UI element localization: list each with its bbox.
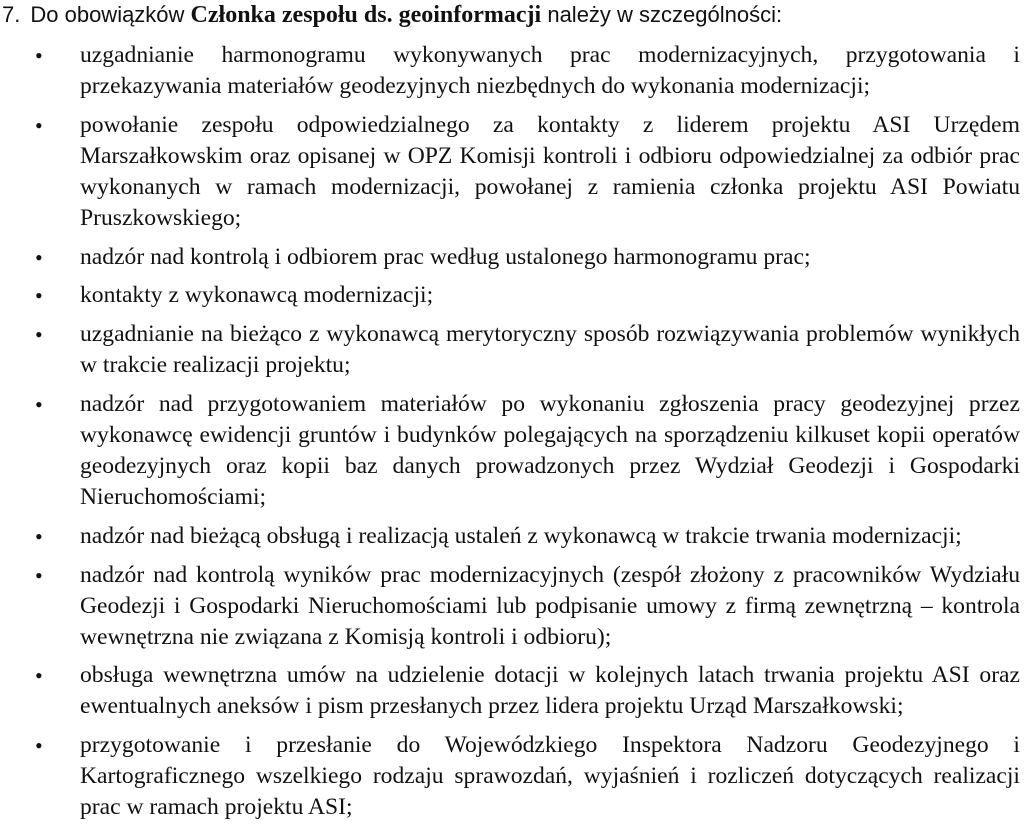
list-item-text: powołanie zespołu odpowiedzialnego za kontakty z liderem projektu ASI Urzędem Marszałkowskim oraz opisanej w OPZ Komisji kontroli i odbioru odpowiedzialnej za odbiór prac wykonanych w ramach modernizacji, powołanej z ramienia członka projektu ASI Powiatu Pruszkowskiego; <box>80 111 1020 231</box>
list-item <box>0 560 1024 653</box>
list-item-text: nadzór nad bieżącą obsługą i realizacją ustaleń z wykonawcą w trakcie trwania modernizacji; <box>80 522 962 549</box>
list-item <box>0 660 1024 722</box>
bullet-icon: • <box>35 283 43 309</box>
section-heading <box>2 0 782 30</box>
bullet-icon: • <box>35 112 43 138</box>
list-item-text: obsługa wewnętrzna umów na udzielenie dotacji w kolejnych latach trwania projektu ASI oraz ewentualnych aneksów i pism przesłanych przez lidera projektu Urząd Marszałkowski; <box>80 662 1020 720</box>
bullet-icon: • <box>35 322 43 348</box>
list-item-text: przygotowanie i przesłanie do Wojewódzkiego Inspektora Nadzoru Geodezyjnego i Kartograficznego wszelkiego rodzaju sprawozdań, wyjaśnień i rozliczeń dotyczących realizacji prac w ramach projektu ASI; <box>80 732 1020 821</box>
list-item <box>0 110 1024 234</box>
list-item-text: kontakty z wykonawcą modernizacji; <box>80 282 434 309</box>
bullet-icon: • <box>35 562 43 588</box>
bullet-icon: • <box>35 523 43 549</box>
list-item <box>0 389 1024 513</box>
list-item <box>0 40 1024 102</box>
list-item <box>0 242 1024 273</box>
section-intro: Do obowiązków <box>30 2 191 27</box>
list-item <box>0 730 1024 823</box>
list-item-text: uzgadnianie na bieżąco z wykonawcą merytoryczny sposób rozwiązywania problemów wynikłych w trakcie realizacji projektu; <box>80 321 1020 379</box>
list-item-text: uzgadnianie harmonogramu wykonywanych prac modernizacyjnych, przygotowania i przekazywania materiałów geodezyjnych niezbędnych do wykonania modernizacji; <box>80 42 1020 99</box>
bullet-icon: • <box>35 663 43 689</box>
bullet-icon: • <box>35 244 43 270</box>
duties-list <box>0 40 1024 831</box>
section-number: 7. <box>2 2 21 27</box>
list-item-text: nadzór nad kontrolą wyników prac modernizacyjnych (zespół złożony z pracowników Wydziału Geodezji i Gospodarki Nieruchomościami lub podpisanie umowy z firmą zewnętrzną – kontrola wewnętrzna nie związana z Komisją kontroli i odbioru); <box>80 561 1020 650</box>
bullet-icon: • <box>35 43 43 68</box>
bullet-icon: • <box>35 733 43 759</box>
list-item <box>0 319 1024 381</box>
list-item-text: nadzór nad przygotowaniem materiałów po wykonaniu zgłoszenia pracy geodezyjnej przez wykonawcę ewidencji gruntów i budynków polegających na sporządzeniu kilkuset kopii operatów geodezyjnych oraz kopii baz danych prowadzonych przez Wydział Geodezji i Gospodarki Nieruchomościami; <box>80 390 1020 510</box>
section-tail: należy w szczególności: <box>541 2 783 27</box>
bullet-icon: • <box>35 391 43 417</box>
list-item <box>0 521 1024 552</box>
list-item <box>0 280 1024 311</box>
list-item-text: nadzór nad kontrolą i odbiorem prac według ustalonego harmonogramu prac; <box>80 243 811 270</box>
section-role-title: Członka zespołu ds. geoinformacji <box>190 2 542 28</box>
